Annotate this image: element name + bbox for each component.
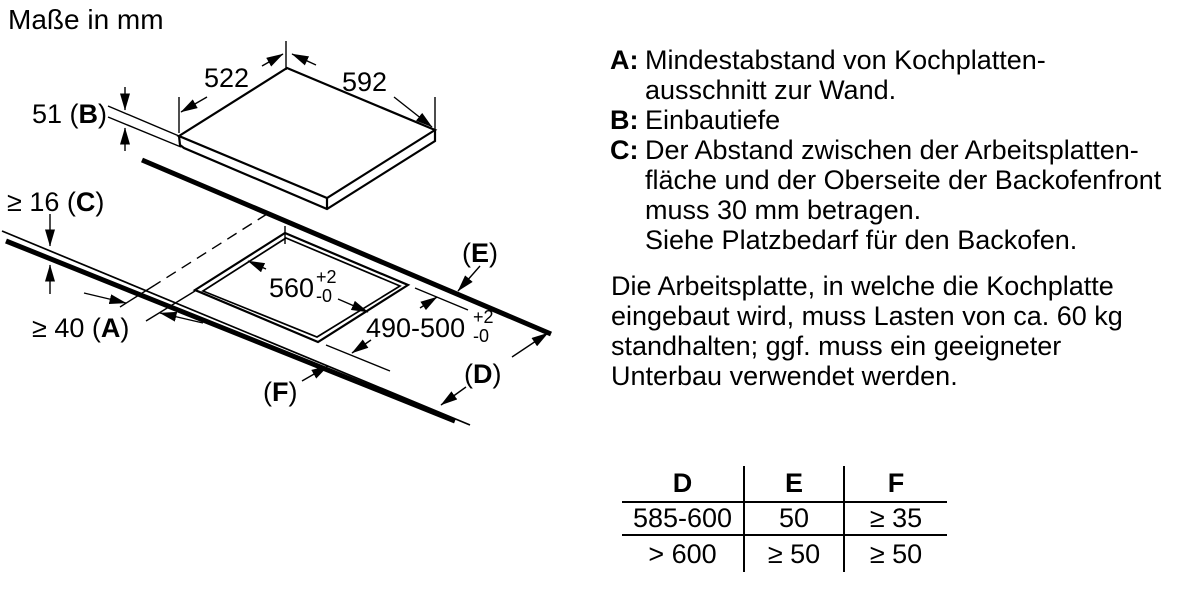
table-header-e: E: [745, 466, 845, 503]
label-d-arrow-down: [441, 387, 466, 405]
legend-text: fläche und der Oberseite der Backofenfront: [645, 165, 1162, 195]
legend-letter: B:: [610, 105, 639, 135]
legend-text: ausschnitt zur Wand.: [645, 75, 897, 105]
dim-560-label: 560: [269, 273, 315, 303]
legend-block: [610, 45, 1161, 255]
label-f: (F): [263, 377, 298, 407]
table-header-d: D: [622, 466, 745, 503]
dim-592-arrow-upper: [292, 54, 316, 65]
dim-522-label: 522: [204, 63, 250, 93]
label-e: (E): [462, 238, 499, 268]
load-note: [611, 271, 1123, 391]
dim-560-sup: +2: [316, 267, 337, 287]
table-cell: ≥ 35: [845, 503, 947, 536]
dim-522-arrow-upper: [262, 54, 283, 66]
table-header-f: F: [845, 466, 947, 503]
label-f-arrow: [302, 366, 328, 381]
legend-line: [610, 135, 1161, 165]
dimension-table: [622, 466, 947, 572]
dim-490-sub: -0: [473, 326, 490, 346]
dim-560-sub: -0: [316, 286, 333, 306]
dim-522-arrow-lower: [181, 97, 207, 112]
dim-592-label: 592: [342, 67, 388, 97]
legend-text: Siehe Platzbedarf für den Backofen.: [645, 225, 1078, 255]
table-cell: ≥ 50: [745, 536, 845, 572]
dim-a-label: ≥ 40 (A): [32, 313, 130, 343]
legend-text: Einbautiefe: [645, 105, 781, 135]
load-note-line: eingebaut wird, muss Lasten von ca. 60 kg: [611, 301, 1123, 331]
table-cell: 585-600: [622, 503, 745, 536]
dim-490-label: 490-500: [366, 313, 466, 343]
dim-490-sup: +2: [473, 307, 494, 327]
dim-b-label: 51 (B): [32, 99, 108, 129]
legend-line: [610, 105, 1161, 135]
table-cell: ≥ 50: [869, 538, 923, 569]
legend-text: Der Abstand zwischen der Arbeitsplatten-: [645, 135, 1139, 165]
legend-text: Mindestabstand von Kochplatten-: [645, 45, 1046, 75]
installation-diagram: [0, 0, 580, 450]
table-cell: 50: [745, 503, 845, 536]
load-note-line: Die Arbeitsplatte, in welche die Kochplatte: [611, 271, 1114, 301]
label-e-arrow: [458, 266, 480, 291]
label-d: (D): [464, 359, 502, 389]
legend-line: [610, 75, 1161, 105]
dim-490-arrow-up: [420, 297, 437, 308]
dim-a-arrow-right: [84, 293, 126, 303]
legend-letter: A:: [610, 45, 639, 75]
legend-letter: C:: [610, 135, 639, 165]
load-note-line: Unterbau verwendet werden.: [611, 361, 958, 391]
label-d-arrow-up: [512, 333, 548, 357]
legend-text: muss 30 mm betragen.: [645, 195, 922, 225]
legend-line: [610, 45, 1161, 75]
legend-line: [610, 165, 1161, 195]
legend-line: [610, 225, 1161, 255]
load-note-line: standhalten; ggf. muss ein geeigneter: [611, 331, 1062, 361]
legend-line: [610, 195, 1161, 225]
page-title: Maße in mm: [8, 4, 164, 35]
dim-c-label: ≥ 16 (C): [7, 187, 105, 217]
table-cell: > 600: [622, 536, 745, 572]
